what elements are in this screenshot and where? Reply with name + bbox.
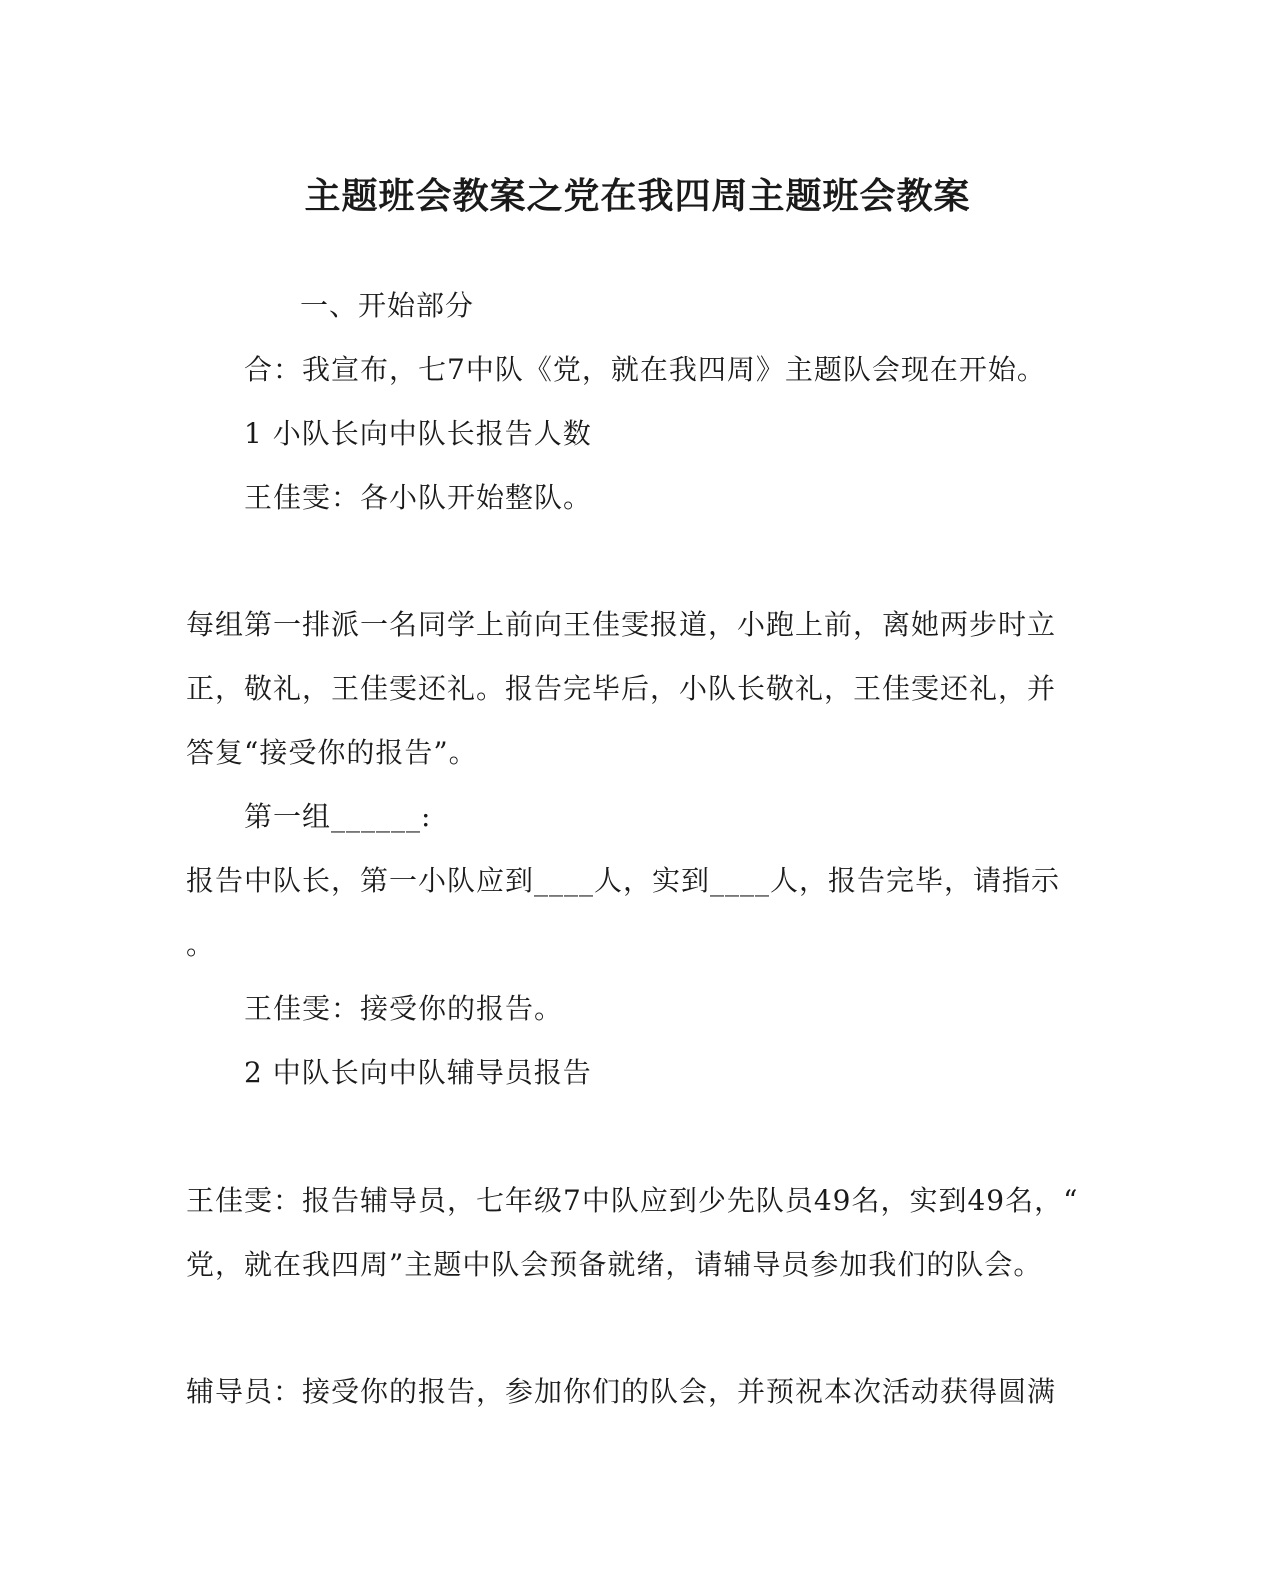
paragraph-line: 王佳雯：报告辅导员，七年级7中队应到少先队员49名，实到49名，“ <box>186 1184 1079 1217</box>
paragraph-line: 王佳雯：接受你的报告。 <box>244 992 564 1025</box>
paragraph-line: 。 <box>186 928 216 961</box>
paragraph-line: 每组第一排派一名同学上前向王佳雯报道，小跑上前，离她两步时立 <box>186 608 1057 641</box>
paragraph-line: 答复“接受你的报告”。 <box>186 736 478 769</box>
section-heading: 一、开始部分 <box>300 289 475 322</box>
paragraph-line: 辅导员：接受你的报告，参加你们的队会，并预祝本次活动获得圆满 <box>186 1375 1057 1408</box>
paragraph-line: 报告中队长，第一小队应到____人，实到____人，报告完毕，请指示 <box>186 864 1061 897</box>
paragraph-line: 党，就在我四周”主题中队会预备就绪，请辅导员参加我们的队会。 <box>186 1248 1043 1281</box>
paragraph-line: 1 小队长向中队长报告人数 <box>244 417 592 450</box>
paragraph-line: 王佳雯：各小队开始整队。 <box>244 481 593 514</box>
paragraph-line: 第一组______: <box>244 800 432 833</box>
page-title: 主题班会教案之党在我四周主题班会教案 <box>304 175 971 217</box>
paragraph-line: 2 中队长向中队辅导员报告 <box>244 1056 592 1089</box>
paragraph-line: 正，敬礼，王佳雯还礼。报告完毕后，小队长敬礼，王佳雯还礼，并 <box>186 672 1057 705</box>
paragraph-line: 合：我宣布，七7中队《党，就在我四周》主题队会现在开始。 <box>244 353 1046 386</box>
